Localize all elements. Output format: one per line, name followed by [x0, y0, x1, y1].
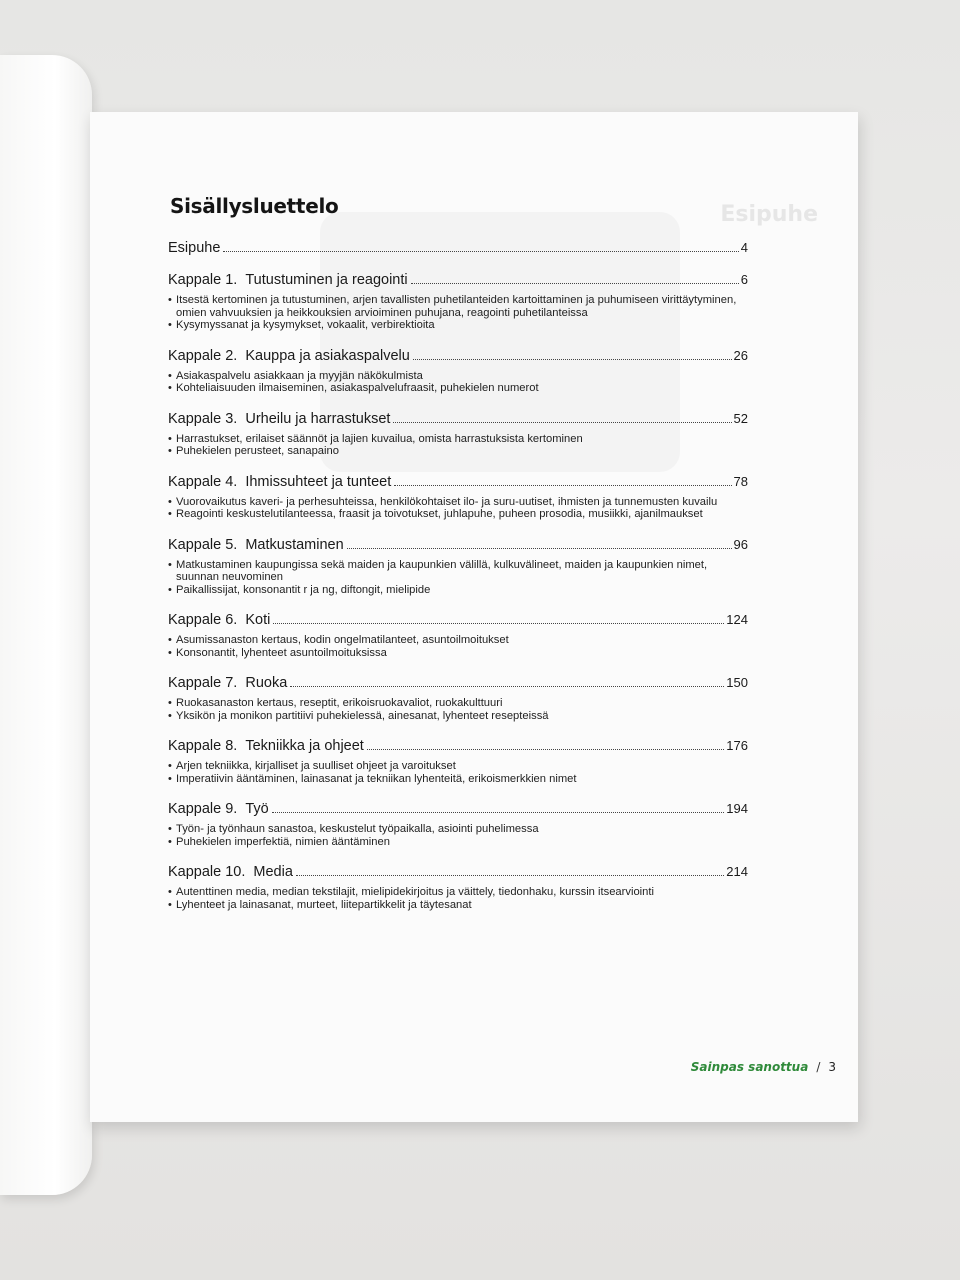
toc-chapter-name: Koti: [245, 612, 271, 628]
toc-leader-dots: [290, 685, 724, 687]
bleed-through-heading: Esipuhe: [720, 202, 818, 227]
toc-topic-item: • Ruokasanaston kertaus, reseptit, erikoisruokavaliot, ruokakulttuuri: [168, 697, 748, 710]
toc-topic-list: [168, 294, 748, 332]
toc-entry: [168, 537, 748, 597]
toc-topic-list: [168, 697, 748, 722]
toc-chapter-number: Kappale 7.: [168, 675, 238, 691]
toc-topic-item: • Yksikön ja monikon partitiivi puhekielessä, ainesanat, lyhenteet resepteissä: [168, 710, 748, 723]
toc-leader-dots: [413, 358, 732, 360]
toc-entry-title: [168, 864, 293, 880]
toc-chapter-number: Kappale 5.: [168, 536, 238, 553]
toc-chapter-name: Kauppa ja asiakaspalvelu: [245, 347, 410, 364]
toc-leader-dots: [296, 874, 724, 876]
toc-entry: [168, 240, 748, 256]
toc-entry-title: [168, 537, 344, 553]
toc-leader-dots: [411, 282, 739, 284]
toc-entry-row: [168, 864, 748, 880]
toc-page-number: 124: [726, 612, 748, 627]
toc-entry: [168, 272, 748, 332]
toc-topic-item: • Konsonantit, lyhenteet asuntoilmoituksissa: [168, 647, 748, 660]
toc-topic-item: • Asiakaspalvelu asiakkaan ja myyjän näkökulmista: [168, 370, 748, 383]
toc-entry: [168, 801, 748, 848]
toc-page-number: 6: [740, 272, 748, 287]
toc-chapter-number: Kappale 10.: [168, 864, 246, 880]
toc-chapter-number: Kappale 3.: [168, 410, 238, 427]
toc-entry-title: [168, 612, 270, 628]
toc-page-number: 150: [726, 675, 748, 690]
footer-separator: /: [816, 1060, 821, 1074]
toc-entry-title: [168, 474, 391, 490]
toc-leader-dots: [223, 250, 738, 252]
toc-topic-item: • Itsestä kertominen ja tutustuminen, arjen tavallisten puhetilanteiden kartoittaminen ja puhumiseen virittäytyminen, omien vahvuuksien ja heikkouksien arvioiminen puhujana, reagointi puhetilanteissa: [168, 294, 748, 319]
toc-leader-dots: [367, 748, 724, 750]
toc-entry-title: [168, 411, 390, 427]
toc-entry-row: [168, 537, 748, 553]
toc-entry-row: [168, 675, 748, 691]
toc-topic-item: • Kysymyssanat ja kysymykset, vokaalit, verbirektioita: [168, 319, 748, 332]
toc-topic-item: • Työn- ja työnhaun sanastoa, keskustelut työpaikalla, asiointi puhelimessa: [168, 823, 748, 836]
toc-page-number: 96: [733, 536, 748, 552]
toc-chapter-name: Ruoka: [245, 675, 288, 691]
toc-topic-item: • Reagointi keskustelutilanteessa, fraasit ja toivotukset, juhlapuhe, puheen prosodia, musiikki, ajanilmaukset: [168, 508, 748, 521]
toc-entry-title: [168, 272, 408, 288]
toc-entry-title: [168, 348, 410, 364]
toc-topic-list: [168, 634, 748, 659]
toc-chapter-number: Kappale 2.: [168, 347, 238, 364]
toc-chapter-name: Ihmissuhteet ja tunteet: [245, 473, 392, 490]
toc-entry: [168, 675, 748, 722]
toc-topic-list: [168, 823, 748, 848]
footer-page-number: 3: [828, 1060, 836, 1074]
toc-chapter-name: Matkustaminen: [245, 536, 344, 553]
book-page: [90, 112, 858, 1122]
toc-page-number: 214: [726, 864, 748, 879]
toc-topic-item: • Vuorovaikutus kaveri- ja perhesuhteissa, henkilökohtaiset ilo- ja suru-uutiset, ihmisten ja tunnemusten kuvailu: [168, 496, 748, 509]
toc-topic-list: [168, 496, 748, 521]
toc-topic-list: [168, 760, 748, 785]
toc-topic-item: • Asumissanaston kertaus, kodin ongelmatilanteet, asuntoilmoitukset: [168, 634, 748, 647]
toc-chapter-number: Kappale 8.: [168, 738, 238, 754]
toc-entry: [168, 348, 748, 395]
toc-chapter-number: Kappale 9.: [168, 801, 238, 817]
toc-entry: [168, 474, 748, 521]
toc-entry-row: [168, 272, 748, 288]
toc-chapter-name: Media: [253, 864, 293, 880]
toc-entry-title: [168, 738, 364, 754]
toc-entry-title: [168, 240, 220, 256]
toc-topic-item: • Imperatiivin ääntäminen, lainasanat ja tekniikan lyhenteitä, erikoismerkkien nimet: [168, 773, 748, 786]
toc-entry-title: [168, 801, 269, 817]
toc-topic-list: [168, 433, 748, 458]
toc-leader-dots: [272, 811, 725, 813]
toc-topic-item: • Harrastukset, erilaiset säännöt ja lajien kuvailua, omista harrastuksista kertominen: [168, 433, 748, 446]
toc-page-number: 4: [740, 240, 748, 255]
table-of-contents: [168, 240, 748, 927]
toc-chapter-name: Tekniikka ja ohjeet: [245, 738, 364, 754]
toc-topic-item: • Matkustaminen kaupungissa sekä maiden ja kaupunkien välillä, kulkuvälineet, maiden ja kaupunkien nimet, suunnan neuvominen: [168, 559, 748, 584]
toc-topic-item: • Lyhenteet ja lainasanat, murteet, liitepartikkelit ja täytesanat: [168, 899, 748, 912]
toc-topic-item: • Kohteliaisuuden ilmaiseminen, asiakaspalvelufraasit, puhekielen numerot: [168, 382, 748, 395]
toc-chapter-name: Esipuhe: [168, 240, 221, 256]
toc-topic-item: • Paikallissijat, konsonantit r ja ng, diftongit, mielipide: [168, 584, 748, 597]
toc-entry-row: [168, 240, 748, 256]
footer-brand: Sainpas sanottua: [690, 1060, 809, 1074]
toc-entry-row: [168, 411, 748, 427]
toc-topic-item: • Puhekielen perusteet, sanapaino: [168, 445, 748, 458]
toc-topic-item: • Puhekielen imperfektiä, nimien ääntäminen: [168, 836, 748, 849]
toc-chapter-name: Urheilu ja harrastukset: [245, 410, 391, 427]
toc-chapter-number: Kappale 6.: [168, 612, 238, 628]
toc-chapter-number: Kappale 1.: [168, 272, 238, 288]
toc-topic-item: • Autenttinen media, median tekstilajit, mielipidekirjoitus ja väittely, tiedonhaku, kurssin itsearviointi: [168, 886, 748, 899]
toc-entry-title: [168, 675, 287, 691]
toc-topic-item: • Arjen tekniikka, kirjalliset ja suulliset ohjeet ja varoitukset: [168, 760, 748, 773]
toc-entry: [168, 738, 748, 785]
toc-chapter-name: Työ: [245, 801, 269, 817]
toc-leader-dots: [273, 622, 724, 624]
toc-title: Sisällysluettelo: [170, 194, 339, 218]
toc-chapter-name: Tutustuminen ja reagointi: [245, 272, 408, 288]
toc-topic-list: [168, 559, 748, 597]
toc-topic-list: [168, 886, 748, 911]
toc-page-number: 194: [726, 801, 748, 816]
toc-entry: [168, 612, 748, 659]
toc-entry: [168, 411, 748, 458]
toc-page-number: 176: [726, 738, 748, 753]
toc-entry-row: [168, 348, 748, 364]
toc-page-number: 52: [733, 410, 748, 426]
toc-chapter-number: Kappale 4.: [168, 473, 238, 490]
toc-leader-dots: [394, 484, 731, 486]
page-footer: [691, 1060, 836, 1074]
toc-topic-list: [168, 370, 748, 395]
toc-entry: [168, 864, 748, 911]
toc-page-number: 26: [733, 347, 748, 363]
toc-leader-dots: [393, 421, 731, 423]
left-page-edge: [0, 55, 92, 1195]
toc-entry-row: [168, 474, 748, 490]
toc-page-number: 78: [733, 473, 748, 489]
toc-entry-row: [168, 738, 748, 754]
toc-entry-row: [168, 612, 748, 628]
toc-entry-row: [168, 801, 748, 817]
toc-leader-dots: [347, 547, 732, 549]
